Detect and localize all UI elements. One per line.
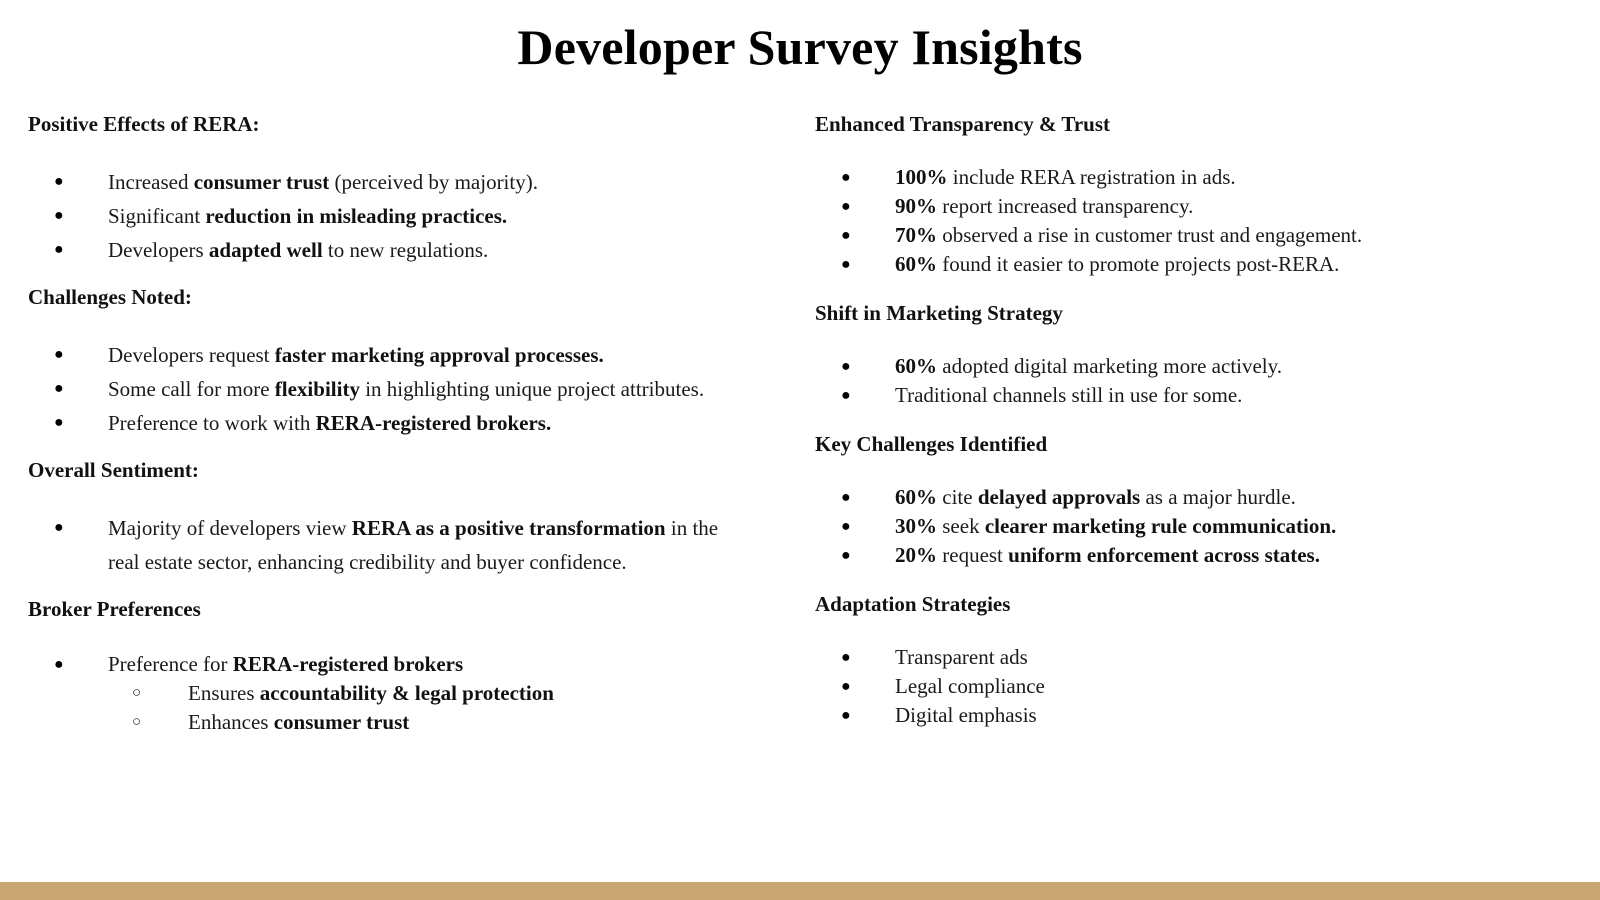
overall-sentiment-list [28,511,768,579]
bullet-icon: ● [54,656,64,673]
sub-list-item: ○ Ensures accountability & legal protection [28,679,768,708]
bullet-icon: ● [841,387,851,404]
bullet-icon: ● [841,707,851,724]
bullet-icon: ● [841,227,851,244]
sub-list-item: ○ Enhances consumer trust [28,708,768,737]
bullet-icon: ● [54,414,64,431]
section-heading-enhanced-transparency: Enhanced Transparency & Trust [815,112,1111,136]
hollow-bullet-icon: ○ [132,685,142,701]
bullet-icon: ● [841,358,851,375]
bullet-icon: ● [54,346,64,363]
bullet-icon: ● [841,518,851,535]
bullet-icon: ● [841,256,851,273]
bullet-icon: ● [54,173,64,190]
marketing-strategy-list [815,352,1575,410]
list-item: ● 60% cite delayed approvals as a major hurdle. [815,483,1575,512]
list-item: ● Traditional channels still in use for some. [815,381,1575,410]
broker-preferences-sublist [28,679,768,737]
bullet-icon: ● [54,207,64,224]
section-heading-challenges-noted: Challenges Noted: [28,285,192,309]
adaptation-strategies-list [815,643,1575,730]
hollow-bullet-icon: ○ [132,714,142,730]
list-item: ● Developers adapted well to new regulations. [28,233,768,267]
list-item: ● Transparent ads [815,643,1575,672]
challenges-noted-list [28,338,768,440]
section-heading-positive-effects: Positive Effects of RERA: [28,112,260,136]
list-item: ● 60% adopted digital marketing more actively. [815,352,1575,381]
bullet-icon: ● [841,547,851,564]
section-heading-adaptation-strategies: Adaptation Strategies [815,592,1011,616]
list-item: ● 70% observed a rise in customer trust and engagement. [815,221,1575,250]
list-item: ● Some call for more flexibility in highlighting unique project attributes. [28,372,708,406]
list-item: ● 90% report increased transparency. [815,192,1575,221]
bullet-icon: ● [54,519,64,536]
footer-accent-bar [0,882,1600,900]
list-item: ● Digital emphasis [815,701,1575,730]
right-column [815,112,1575,730]
bullet-icon: ● [841,198,851,215]
bullet-icon: ● [841,489,851,506]
positive-effects-list [28,165,768,267]
list-item: ● Majority of developers view RERA as a positive transformation in the real estate sector, enhancing credibility and buyer confidence. [28,511,728,579]
list-item: ● Legal compliance [815,672,1575,701]
list-item: ● Developers request faster marketing approval processes. [28,338,768,372]
list-item: ● 20% request uniform enforcement across states. [815,541,1575,570]
bullet-icon: ● [54,241,64,258]
list-item: ● 100% include RERA registration in ads. [815,163,1575,192]
list-item: ● 60% found it easier to promote projects post-RERA. [815,250,1575,279]
bullet-icon: ● [841,678,851,695]
section-heading-key-challenges: Key Challenges Identified [815,432,1048,456]
page-title: Developer Survey Insights [517,19,1083,75]
list-item: ● Increased consumer trust (perceived by majority). [28,165,768,199]
bullet-icon: ● [54,380,64,397]
list-item: ● Preference for RERA-registered brokers [28,650,768,679]
list-item: ● Significant reduction in misleading practices. [28,199,768,233]
section-heading-broker-preferences: Broker Preferences [28,597,201,621]
list-item: ● 30% seek clearer marketing rule communication. [815,512,1575,541]
bullet-icon: ● [841,649,851,666]
transparency-list [815,163,1575,279]
left-column [28,112,768,737]
key-challenges-list [815,483,1575,570]
section-heading-marketing-strategy: Shift in Marketing Strategy [815,301,1063,325]
section-heading-overall-sentiment: Overall Sentiment: [28,458,199,482]
bullet-icon: ● [841,169,851,186]
broker-preferences-list [28,650,768,679]
list-item: ● Preference to work with RERA-registered brokers. [28,406,768,440]
